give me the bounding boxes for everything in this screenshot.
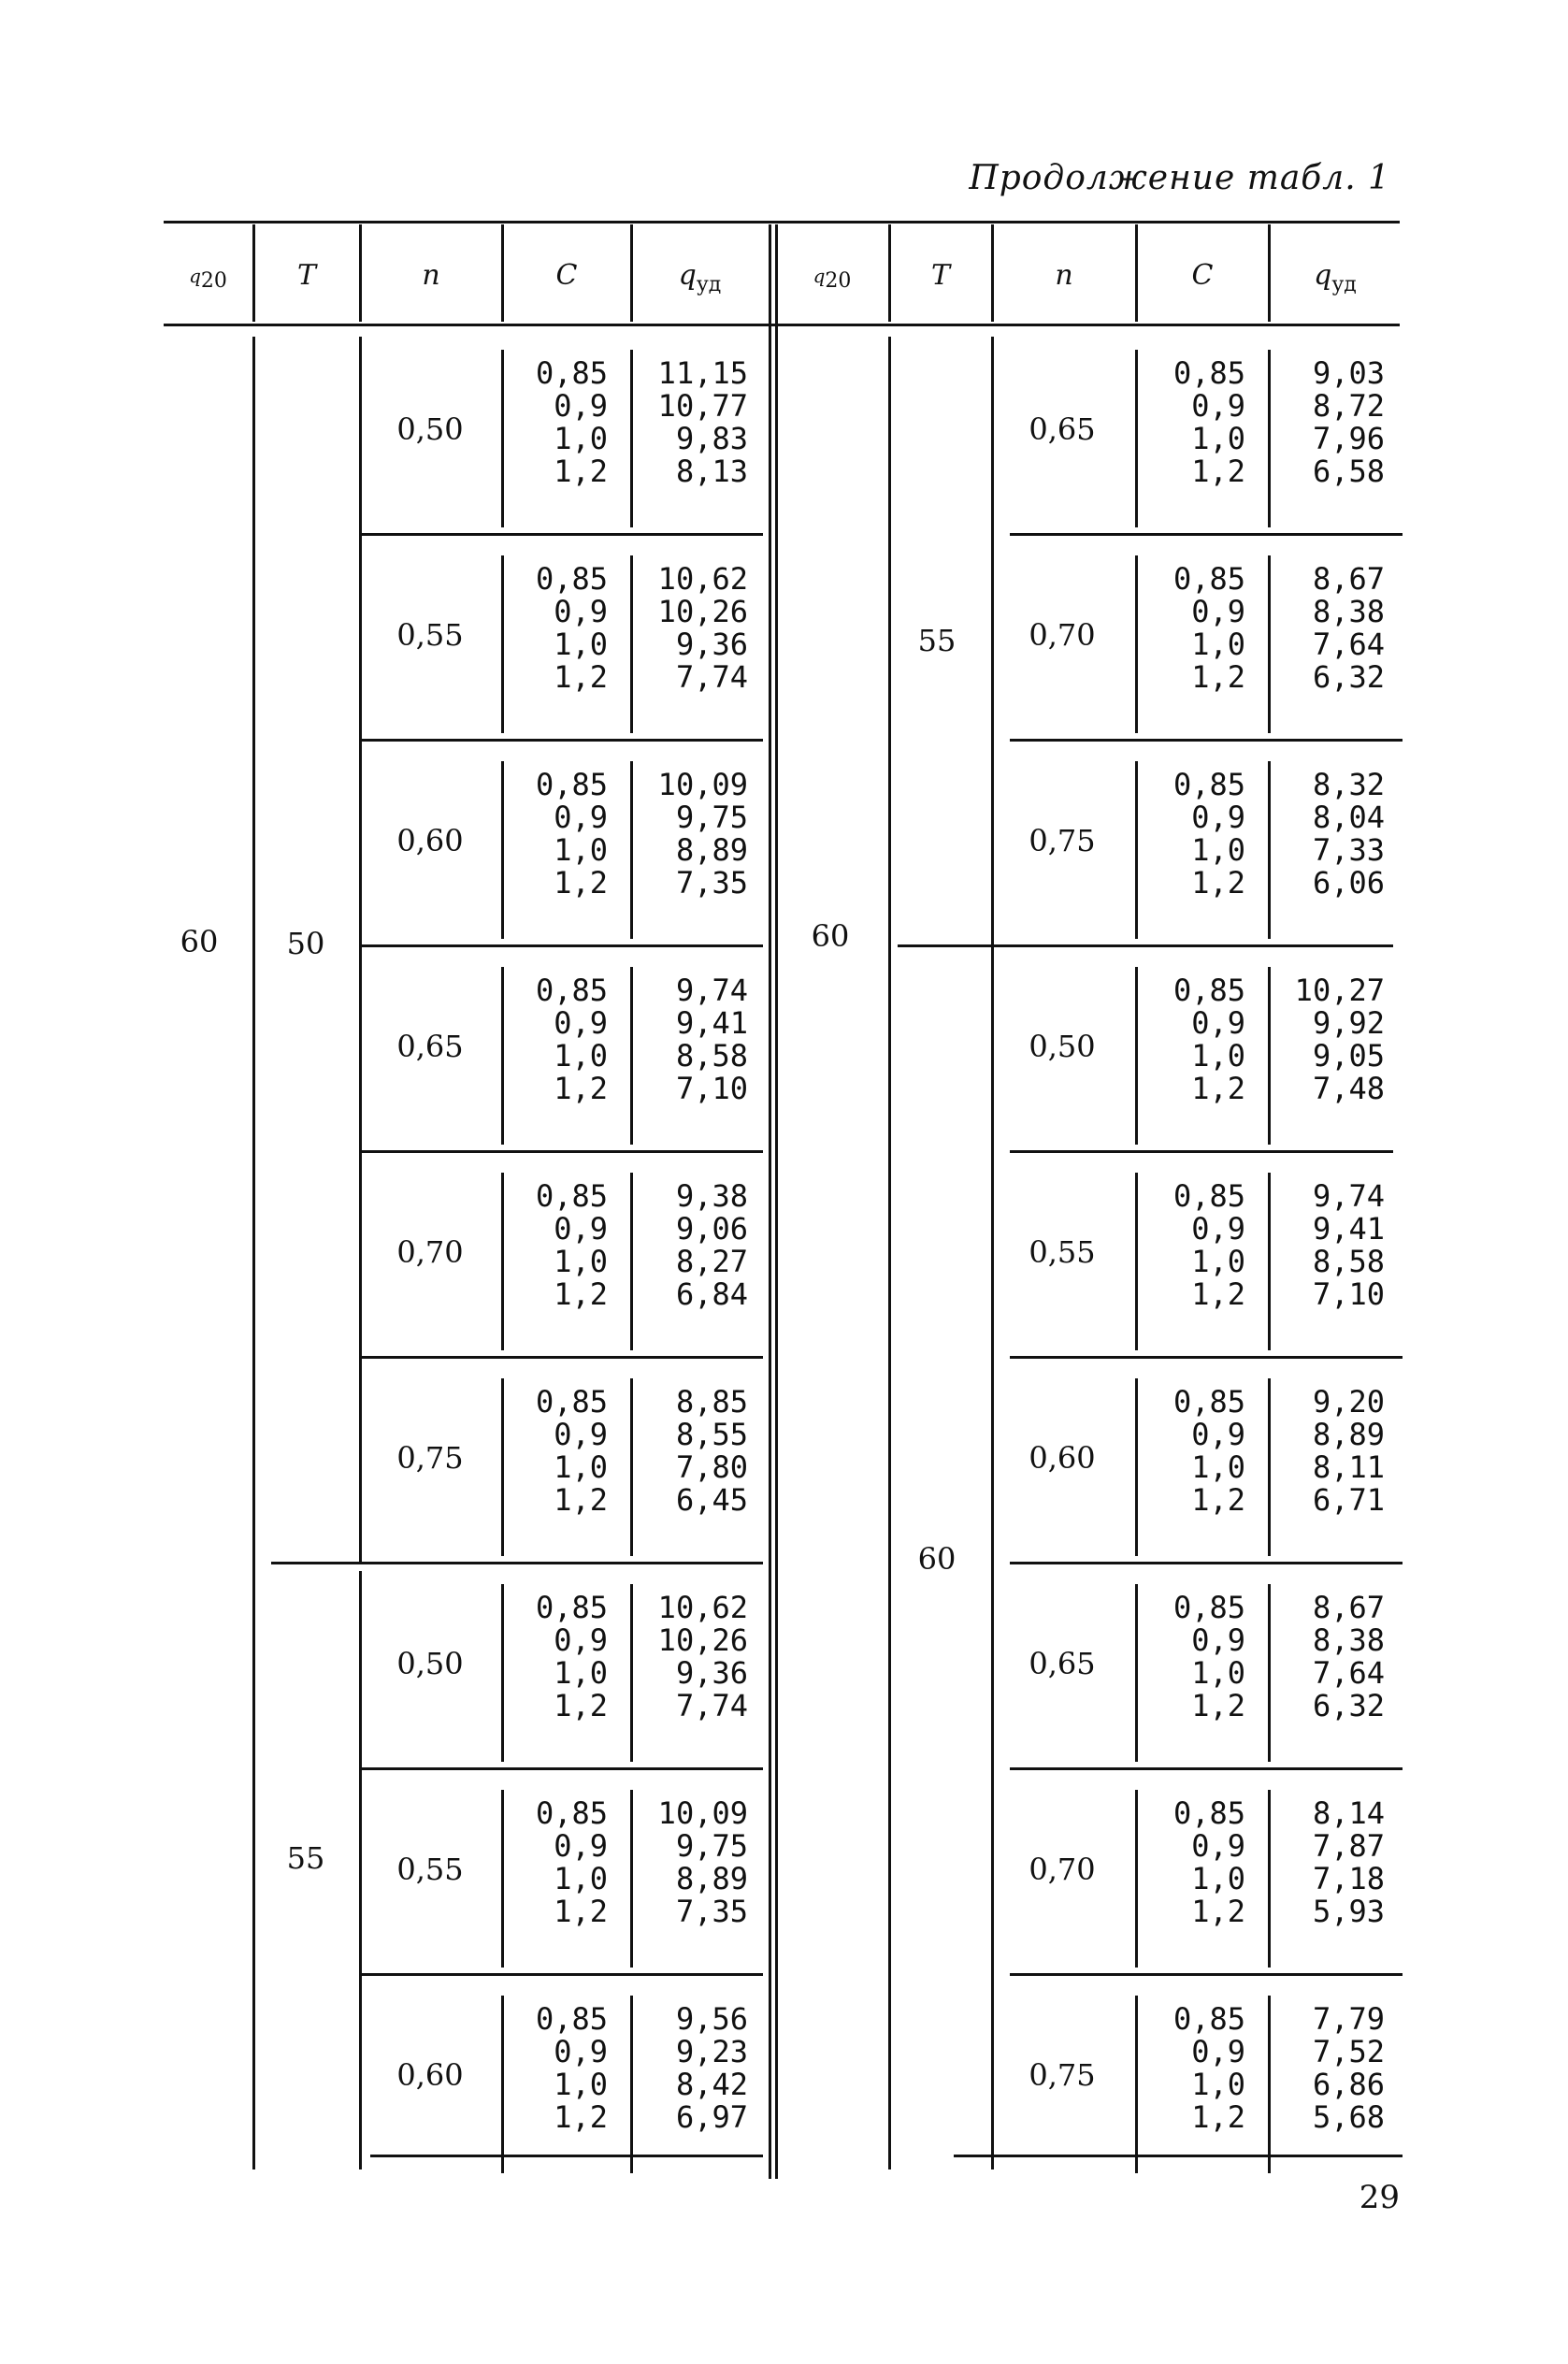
q-ud-values [1277,563,1385,694]
cell-rule [630,1790,633,1968]
c-value: 0,85 [1172,2001,1245,2037]
group-rule [1010,1562,1403,1564]
q-ud-value: 9,05 [1312,1038,1385,1074]
q-ud-values [645,357,748,488]
q-ud-value: 7,35 [675,1894,748,1929]
q-ud-value: 6,86 [1312,2067,1385,2102]
cell-rule [501,761,504,939]
cell-rule [501,967,504,1145]
c-value: 0,85 [535,1178,608,1214]
c-value: 0,85 [535,973,608,1008]
header-C-left: C [555,259,578,292]
c-value: 0,85 [1172,355,1245,391]
n-value: 0,75 [396,1440,464,1476]
table-top-rule [164,221,1400,223]
q-ud-value: 7,74 [675,1688,748,1723]
c-values [1148,1592,1245,1723]
q-ud-value: 9,74 [675,973,748,1008]
header-q20-right: $q_{20}$ [813,265,852,293]
c-value: 1,2 [554,1688,608,1723]
c-value: 1,0 [1191,1244,1245,1279]
q-ud-value: 7,10 [675,1071,748,1106]
cell-rule [630,350,633,527]
q-ud-value: 9,74 [1312,1178,1385,1214]
q-ud-value: 9,75 [675,1828,748,1864]
c-value: 0,9 [1191,1828,1245,1864]
n-value: 0,70 [1029,1852,1096,1887]
header-bottom-rule [164,324,1400,326]
c-value: 0,85 [1172,1795,1245,1831]
q-ud-value: 8,58 [1312,1244,1385,1279]
q-ud-values [645,2003,748,2134]
c-value: 0,9 [1191,1211,1245,1247]
q-ud-value: 10,09 [657,1795,748,1831]
header-n-right: n [1055,259,1073,292]
cell-rule [501,1790,504,1968]
c-value: 1,2 [1191,1276,1245,1312]
cell-rule [1135,555,1138,733]
c-values [514,1386,608,1517]
c-values [514,563,608,694]
q-ud-value: 8,67 [1312,1590,1385,1625]
q-ud-values [645,1180,748,1311]
c-value: 1,0 [554,421,608,456]
body-rule [359,1571,362,2169]
cell-rule [630,1996,633,2173]
cell-rule [1135,1378,1138,1556]
q-ud-values [1277,1592,1385,1723]
group-rule [361,533,763,536]
q-ud-value: 7,52 [1312,2034,1385,2069]
q-ud-value: 7,48 [1312,1071,1385,1106]
c-value: 0,85 [535,1795,608,1831]
n-value: 0,50 [1029,1029,1096,1064]
c-value: 1,0 [1191,2067,1245,2102]
header-rule [252,224,255,322]
cell-rule [630,1584,633,1762]
header-T-left: T [296,259,316,292]
c-values [514,1180,608,1311]
cell-rule [630,1378,633,1556]
table-caption: Продолжение табл. 1 [969,159,1390,197]
q-ud-value: 9,36 [675,627,748,662]
cell-rule [1135,1584,1138,1762]
c-value: 0,9 [554,2034,608,2069]
n-value: 0,70 [1029,617,1096,653]
c-value: 0,85 [535,767,608,802]
c-values [1148,563,1245,694]
n-value: 0,55 [1029,1234,1096,1270]
q-ud-value: 8,14 [1312,1795,1385,1831]
q-ud-value: 5,68 [1312,2099,1385,2135]
c-value: 1,0 [1191,421,1245,456]
cell-rule [1268,761,1271,939]
c-value: 1,0 [1191,1449,1245,1485]
c-values [1148,1386,1245,1517]
c-value: 0,85 [1172,1590,1245,1625]
n-value: 0,55 [396,617,464,653]
q-ud-value: 9,23 [675,2034,748,2069]
c-value: 0,9 [1191,1005,1245,1041]
cell-rule [1268,1584,1271,1762]
q-ud-value: 10,62 [657,1590,748,1625]
q-ud-value: 8,38 [1312,1622,1385,1658]
c-value: 1,0 [554,1244,608,1279]
c-value: 0,9 [554,1622,608,1658]
c-value: 1,2 [554,1894,608,1929]
cell-rule [1135,1790,1138,1968]
n-value: 0,50 [396,1646,464,1681]
group-rule [361,944,763,947]
T-value-right: 60 [917,1541,957,1577]
c-value: 1,2 [1191,2099,1245,2135]
q-ud-value: 7,18 [1312,1861,1385,1896]
q-ud-value: 10,62 [657,561,748,597]
q-ud-value: 9,83 [675,421,748,456]
header-rule [1135,224,1138,322]
header-rule [888,224,891,322]
body-rule [359,337,362,1562]
q-ud-value: 8,13 [675,454,748,489]
c-value: 1,0 [554,1038,608,1074]
c-value: 0,9 [1191,2034,1245,2069]
page-number: 29 [1359,2179,1400,2216]
q-ud-values [1277,1386,1385,1517]
header-q-right: $q_{уд}$ [1314,259,1357,296]
c-value: 0,85 [1172,767,1245,802]
cell-rule [630,555,633,733]
body-rule [888,337,891,2169]
c-value: 1,0 [1191,832,1245,868]
q-ud-value: 6,32 [1312,659,1385,695]
q-ud-value: 10,77 [657,388,748,424]
q-ud-values [1277,2003,1385,2134]
body-rule [252,337,255,2169]
c-value: 1,2 [1191,1688,1245,1723]
cell-rule [501,1378,504,1556]
c-value: 0,85 [535,1384,608,1420]
n-value: 0,70 [396,1234,464,1270]
c-value: 1,0 [554,627,608,662]
q-ud-value: 9,36 [675,1655,748,1691]
c-value: 0,85 [535,1590,608,1625]
n-value: 0,60 [1029,1440,1096,1476]
q-ud-value: 7,33 [1312,832,1385,868]
q-ud-value: 7,74 [675,659,748,695]
q-ud-value: 7,87 [1312,1828,1385,1864]
q-ud-values [645,974,748,1105]
c-values [514,769,608,900]
c-value: 0,9 [1191,1417,1245,1452]
c-value: 0,85 [535,561,608,597]
c-value: 1,0 [1191,1038,1245,1074]
q-ud-value: 9,06 [675,1211,748,1247]
c-value: 0,9 [554,800,608,835]
q-ud-value: 9,38 [675,1178,748,1214]
c-value: 1,2 [1191,659,1245,695]
q-ud-value: 9,03 [1312,355,1385,391]
q-ud-value: 7,64 [1312,627,1385,662]
group-rule [898,944,1393,947]
q-ud-value: 9,41 [1312,1211,1385,1247]
c-value: 0,9 [554,1828,608,1864]
c-value: 0,85 [535,355,608,391]
q-ud-value: 10,09 [657,767,748,802]
header-rule [991,224,994,322]
c-value: 1,2 [554,1276,608,1312]
q-ud-value: 7,96 [1312,421,1385,456]
cell-rule [1268,1996,1271,2173]
cell-rule [1135,350,1138,527]
c-values [1148,2003,1245,2134]
cell-rule [1268,350,1271,527]
c-value: 0,85 [535,2001,608,2037]
group-rule [954,2155,1403,2157]
n-value: 0,55 [396,1852,464,1887]
c-value: 1,0 [1191,627,1245,662]
q-ud-value: 10,26 [657,1622,748,1658]
cell-rule [1268,1378,1271,1556]
c-values [1148,357,1245,488]
cell-rule [1135,1173,1138,1350]
q-ud-value: 9,20 [1312,1384,1385,1420]
q-ud-value: 6,06 [1312,865,1385,901]
c-value: 0,9 [1191,1622,1245,1658]
c-values [1148,769,1245,900]
cell-rule [1268,1173,1271,1350]
c-values [1148,1797,1245,1928]
n-value: 0,65 [396,1029,464,1064]
c-values [514,2003,608,2134]
q-ud-value: 7,80 [675,1449,748,1485]
c-value: 1,0 [554,1449,608,1485]
q-ud-value: 8,04 [1312,800,1385,835]
group-rule [361,1150,763,1153]
q-ud-value: 8,85 [675,1384,748,1420]
header-rule [630,224,633,322]
cell-rule [1268,967,1271,1145]
c-value: 0,9 [1191,594,1245,629]
q-ud-values [645,769,748,900]
q-ud-value: 8,38 [1312,594,1385,629]
c-value: 0,85 [1172,1178,1245,1214]
c-value: 1,2 [1191,1071,1245,1106]
c-value: 0,9 [554,1211,608,1247]
group-rule [271,1562,763,1564]
q-ud-value: 8,89 [675,1861,748,1896]
cell-rule [630,761,633,939]
T-value-left: 55 [286,1840,325,1876]
group-rule [361,739,763,742]
c-value: 0,85 [1172,561,1245,597]
q-ud-value: 8,89 [675,832,748,868]
c-values [514,1592,608,1723]
c-value: 1,0 [1191,1655,1245,1691]
q-ud-values [645,1797,748,1928]
q-ud-value: 8,11 [1312,1449,1385,1485]
group-rule [361,1356,763,1359]
T-value-left: 50 [286,926,325,961]
c-value: 1,2 [554,865,608,901]
c-value: 1,0 [1191,1861,1245,1896]
q-ud-value: 7,35 [675,865,748,901]
n-value: 0,75 [1029,823,1096,858]
header-rule [1268,224,1271,322]
q-ud-value: 8,42 [675,2067,748,2102]
c-value: 1,2 [554,1482,608,1518]
cell-rule [630,967,633,1145]
q-ud-value: 11,15 [657,355,748,391]
n-value: 0,60 [396,2057,464,2093]
q-ud-value: 6,45 [675,1482,748,1518]
c-value: 1,0 [554,2067,608,2102]
c-value: 0,9 [1191,388,1245,424]
q-ud-value: 6,97 [675,2099,748,2135]
n-value: 0,65 [1029,411,1096,447]
header-q-left: $q_{уд}$ [678,259,722,296]
center-double-rule [769,224,771,2179]
c-value: 0,9 [554,1417,608,1452]
c-values [514,357,608,488]
c-value: 0,85 [1172,1384,1245,1420]
q-ud-values [1277,769,1385,900]
q-ud-values [1277,1180,1385,1311]
q-ud-value: 9,56 [675,2001,748,2037]
header-C-right: C [1191,259,1214,292]
c-value: 0,9 [554,388,608,424]
q-ud-values [1277,357,1385,488]
q-ud-value: 8,32 [1312,767,1385,802]
c-values [514,1797,608,1928]
c-value: 1,2 [554,1071,608,1106]
q-ud-value: 9,92 [1312,1005,1385,1041]
cell-rule [1135,761,1138,939]
c-value: 0,9 [554,1005,608,1041]
cell-rule [501,555,504,733]
n-value: 0,50 [396,411,464,447]
header-n-left: n [422,259,440,292]
q-ud-values [645,563,748,694]
q-ud-value: 9,75 [675,800,748,835]
center-double-rule [775,224,778,2179]
n-value: 0,65 [1029,1646,1096,1681]
q-ud-value: 6,32 [1312,1688,1385,1723]
group-rule [1010,739,1403,742]
group-rule [1010,1356,1403,1359]
c-value: 0,9 [1191,800,1245,835]
c-values [1148,974,1245,1105]
cell-rule [630,1173,633,1350]
cell-rule [1135,1996,1138,2173]
header-T-right: T [930,259,950,292]
group-rule [1010,533,1403,536]
header-rule [359,224,362,322]
group-rule [361,1767,763,1770]
c-value: 1,0 [554,1655,608,1691]
q-ud-value: 8,55 [675,1417,748,1452]
c-value: 1,2 [1191,1894,1245,1929]
q-ud-value: 7,10 [1312,1276,1385,1312]
body-rule [991,337,994,2169]
header-rule [501,224,504,322]
group-rule [1010,1767,1403,1770]
q-ud-value: 8,58 [675,1038,748,1074]
cell-rule [501,1996,504,2173]
n-value: 0,60 [396,823,464,858]
group-rule [370,2155,763,2157]
q-ud-value: 7,64 [1312,1655,1385,1691]
c-value: 1,2 [554,2099,608,2135]
cell-rule [1268,555,1271,733]
q-ud-value: 5,93 [1312,1894,1385,1929]
cell-rule [501,1584,504,1762]
q-ud-value: 6,84 [675,1276,748,1312]
cell-rule [501,350,504,527]
q20-value-right: 60 [811,918,850,954]
cell-rule [1268,1790,1271,1968]
c-value: 1,2 [554,659,608,695]
cell-rule [1135,967,1138,1145]
cell-rule [501,1173,504,1350]
group-rule [1010,1973,1403,1976]
group-rule [1010,1150,1393,1153]
q-ud-value: 10,27 [1294,973,1385,1008]
q-ud-value: 8,89 [1312,1417,1385,1452]
n-value: 0,75 [1029,2057,1096,2093]
q-ud-value: 7,79 [1312,2001,1385,2037]
c-value: 1,2 [1191,454,1245,489]
c-value: 0,9 [554,594,608,629]
q-ud-value: 6,71 [1312,1482,1385,1518]
header-q20-left: $q_{20}$ [189,265,227,293]
q-ud-value: 8,72 [1312,388,1385,424]
q-ud-values [1277,974,1385,1105]
c-values [1148,1180,1245,1311]
c-value: 1,2 [1191,1482,1245,1518]
q-ud-value: 9,41 [675,1005,748,1041]
group-rule [361,1973,763,1976]
c-values [514,974,608,1105]
q-ud-value: 10,26 [657,594,748,629]
c-value: 1,2 [554,454,608,489]
q-ud-values [645,1592,748,1723]
q-ud-value: 6,58 [1312,454,1385,489]
c-value: 1,0 [554,832,608,868]
c-value: 0,85 [1172,973,1245,1008]
q-ud-value: 8,67 [1312,561,1385,597]
q-ud-values [1277,1797,1385,1928]
T-value-right: 55 [917,623,957,658]
q-ud-values [645,1386,748,1517]
c-value: 1,0 [554,1861,608,1896]
c-value: 1,2 [1191,865,1245,901]
q20-value-left: 60 [180,924,219,959]
q-ud-value: 8,27 [675,1244,748,1279]
